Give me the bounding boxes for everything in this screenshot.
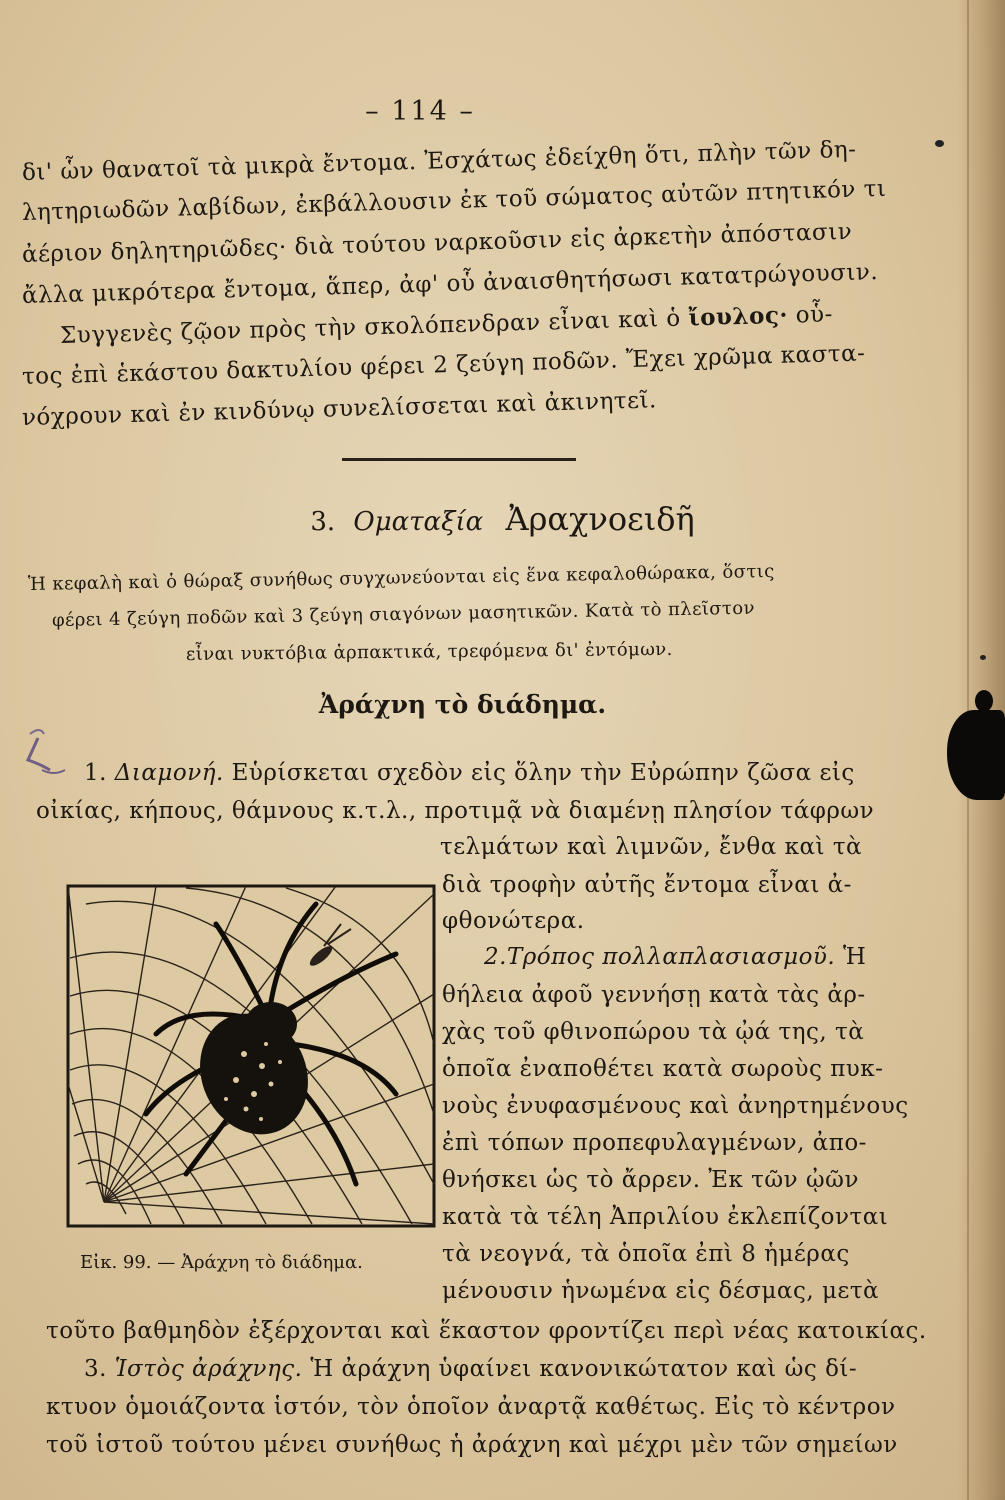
text-span: Συγγενὲς ζῷον πρὸς τὴν σκολόπενδραν εἶναι καὶ ὁ [59, 305, 682, 349]
text-span: Ἡ [843, 944, 867, 970]
paragraph-number: 1. [84, 760, 107, 786]
ink-stain [947, 710, 1005, 800]
pencil-margin-mark [10, 726, 68, 786]
text-line: κατὰ τὰ τέλη Ἀπριλίου ἐκλεπίζονται [442, 1204, 889, 1230]
text-line: ἐπὶ τόπων προπεφυλαγμένων, ἀπο- [442, 1130, 867, 1156]
text-span: Ἡ ἀράχνη ὑφαίνει κανονικώτατον καὶ ὡς δί- [310, 1356, 858, 1382]
text-line: χὰς τοῦ φθινοπώρου τὰ ᾠά της, τὰ [442, 1019, 865, 1045]
section-divider [342, 458, 576, 461]
ioulos-paragraph-line [60, 300, 834, 349]
text-line: τὰ νεογνά, τὰ ὁποῖα ἐπὶ 8 ἡμέρας [442, 1241, 850, 1267]
section-italic: Οματαξία [353, 507, 484, 537]
text-line: διὰ τροφὴν αὐτῆς ἔντομα εἶναι ἀ- [442, 872, 852, 898]
species-subheading: Ἀράχνη τὸ διάδημα. [318, 690, 607, 719]
section-number: 3. [310, 507, 336, 537]
page-number: – 114 – [365, 96, 475, 127]
text-line: κτυον ὁμοιάζοντα ἱστόν, τὸν ὁποῖον ἀναρτᾷ καθέτως. Εἰς τὸ κέντρον [46, 1394, 896, 1420]
text-line: νοὺς ἐνυφασμένους καὶ ἀνηρτημένους [442, 1093, 909, 1119]
class-description-line: εἶναι νυκτόβια ἁρπακτικά, τρεφόμενα δι' ἐντόμων. [185, 638, 673, 665]
text-line: οἰκίας, κήπους, θάμνους κ.τ.λ., προτιμᾷ νὰ διαμένῃ πλησίον τάφρων [36, 798, 875, 824]
paragraph-title: Ἱστὸς ἀράχνης. [114, 1356, 303, 1382]
paragraph-3-line [84, 1356, 857, 1382]
text-line: τελμάτων καὶ λιμνῶν, ἔνθα καὶ τὰ [440, 834, 863, 860]
text-line: μένουσιν ἡνωμένα εἰς δέσμας, μετὰ [442, 1278, 880, 1304]
ink-speck [980, 655, 986, 660]
class-description-line: Ἡ κεφαλὴ καὶ ὁ θώραξ συνήθως συγχωνεύονται εἰς ἕνα κεφαλοθώρακα, ὅστις [27, 560, 775, 595]
text-line: νόχρουν καὶ ἐν κινδύνῳ συνελίσσεται καὶ ἀκινητεῖ. [21, 387, 658, 431]
spider-illustration [66, 884, 436, 1228]
figure-caption: Εἰκ. 99. — Ἀράχνη τὸ διάδημα. [80, 1252, 363, 1273]
text-line: δι' ὧν θανατοῖ τὰ μικρὰ ἔντομα. Ἐσχάτως ἐδείχθη ὅτι, πλὴν τῶν δη- [21, 136, 857, 186]
text-line: θνήσκει ὡς τὸ ἄρρεν. Ἐκ τῶν ᾠῶν [442, 1167, 859, 1193]
text-line: ὁποῖα ἐναποθέτει κατὰ σωροὺς πυκ- [442, 1056, 884, 1082]
text-line: τοῦτο βαθμηδὸν ἐξέρχονται καὶ ἕκαστον φροντίζει περὶ νέας κατοικίας. [46, 1318, 927, 1344]
text-line: ἀέριον δηλητηριῶδες· διὰ τούτου ναρκοῦσιν εἰς ἀρκετὴν ἀπόστασιν [21, 218, 853, 268]
ink-stain [975, 690, 993, 712]
class-description-line: φέρει 4 ζεύγη ποδῶν καὶ 3 ζεύγη σιαγόνων μασητικῶν. Κατὰ τὸ πλεῖστον [51, 597, 756, 631]
paragraph-1-line [84, 760, 855, 786]
paragraph-title: 2.Τρόπος πολλαπλασιασμοῦ. [484, 944, 836, 970]
section-heading [0, 500, 1005, 538]
paragraph-2-line [484, 944, 866, 970]
paragraph-number: 3. [84, 1356, 107, 1382]
ink-speck [935, 140, 944, 147]
text-line: λητηριωδῶν λαβίδων, ἐκβάλλουσιν ἐκ τοῦ σώματος αὐτῶν πτητικόν τι [21, 175, 887, 226]
paragraph-title: Διαμονή. [114, 760, 224, 786]
text-line: ἄλλα μικρότερα ἔντομα, ἅπερ, ἀφ' οὗ ἀναισθητήσωσι κατατρώγουσιν. [21, 259, 879, 309]
text-line: θήλεια ἀφοῦ γεννήσῃ κατὰ τὰς ἀρ- [442, 982, 866, 1008]
term-ioulos: ἴουλος· [688, 301, 789, 332]
text-span: οὗ- [795, 301, 834, 329]
section-title: Ἀραχνοειδῆ [505, 500, 695, 538]
text-line: φθονώτερα. [442, 908, 585, 934]
text-line: τοῦ ἱστοῦ τούτου μένει συνήθως ἡ ἀράχνη καὶ μέχρι μὲν τῶν σημείων [46, 1432, 898, 1458]
text-line: τος ἐπὶ ἑκάστου δακτυλίου φέρει 2 ζεύγη ποδῶν. Ἔχει χρῶμα καστα- [21, 340, 866, 390]
text-span: Εὑρίσκεται σχεδὸν εἰς ὅλην τὴν Εὐρώπην ζῶσα εἰς [231, 760, 855, 786]
